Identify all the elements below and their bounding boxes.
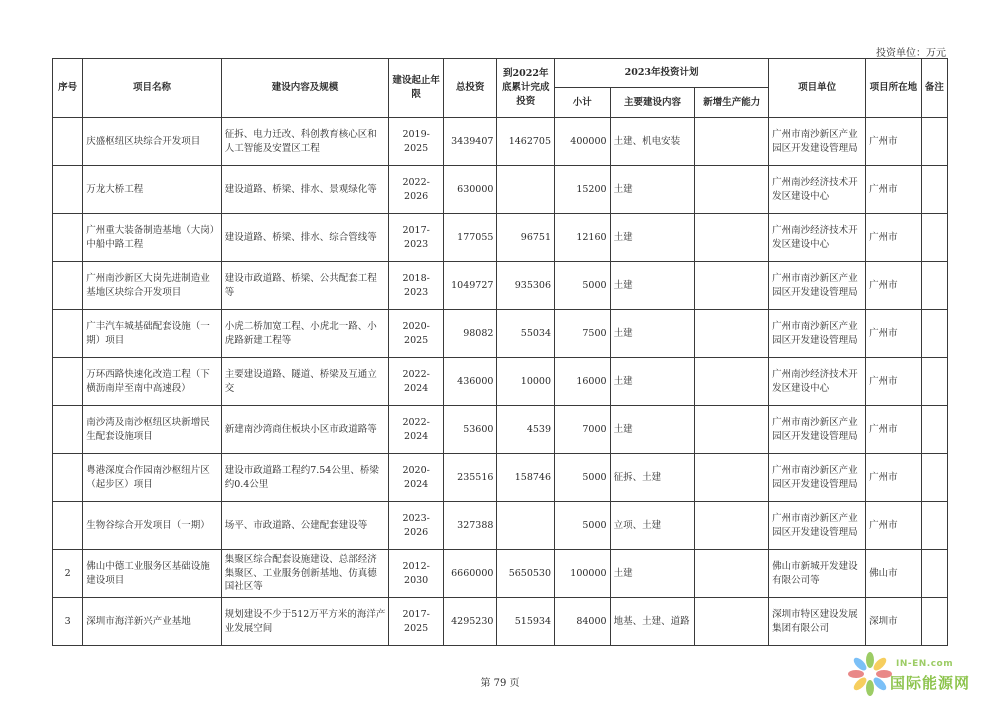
cell-seq [53, 454, 83, 502]
cell-subtotal: 5000 [555, 502, 611, 550]
cell-total: 436000 [443, 358, 497, 406]
cell-period: 2019-2025 [389, 118, 444, 166]
cell-remarks [921, 502, 947, 550]
watermark-logo [846, 650, 996, 702]
cell-remarks [921, 310, 947, 358]
cell-seq [53, 166, 83, 214]
cell-period: 2022-2026 [389, 166, 444, 214]
cell-period: 2022-2024 [389, 358, 444, 406]
cell-content: 征拆、电力迁改、科创教育核心区和人工智能及安置区工程 [221, 118, 389, 166]
cell-name: 万龙大桥工程 [83, 166, 221, 214]
header-subtotal: 小计 [555, 88, 611, 118]
cell-seq: 2 [53, 550, 83, 598]
cell-main-content: 土建 [610, 166, 695, 214]
table-row [53, 598, 948, 646]
cell-new-capacity [695, 166, 769, 214]
header-new-capacity: 新增生产能力 [695, 88, 769, 118]
cell-name: 广州重大装备制造基地（大岗）中船中路工程 [83, 214, 221, 262]
cell-period: 2020-2025 [389, 310, 444, 358]
cell-total: 6660000 [443, 550, 497, 598]
cell-subtotal: 12160 [555, 214, 611, 262]
cell-subtotal: 84000 [555, 598, 611, 646]
cell-new-capacity [695, 310, 769, 358]
cell-unit: 广州市南沙新区产业园区开发建设管理局 [769, 310, 866, 358]
cell-name: 粤港深度合作园南沙枢纽片区（起步区）项目 [83, 454, 221, 502]
cell-cumulative: 5650530 [497, 550, 555, 598]
header-name: 项目名称 [83, 59, 221, 118]
watermark-name: 国际能源网 [890, 674, 971, 692]
cell-main-content: 地基、土建、道路 [610, 598, 695, 646]
cell-unit: 广州南沙经济技术开发区建设中心 [769, 358, 866, 406]
cell-unit: 广州市南沙新区产业园区开发建设管理局 [769, 406, 866, 454]
cell-remarks [921, 550, 947, 598]
header-location: 项目所在地 [866, 59, 922, 118]
cell-subtotal: 5000 [555, 262, 611, 310]
cell-total: 327388 [443, 502, 497, 550]
table-row [53, 502, 948, 550]
cell-total: 630000 [443, 166, 497, 214]
unit-note: 投资单位：万元 [876, 48, 946, 59]
cell-unit: 广州市南沙新区产业园区开发建设管理局 [769, 502, 866, 550]
cell-subtotal: 5000 [555, 454, 611, 502]
cell-content: 新建南沙湾商住板块小区市政道路等 [221, 406, 389, 454]
sun-flower-icon [846, 650, 894, 698]
cell-location: 深圳市 [866, 598, 922, 646]
header-main-content: 主要建设内容 [610, 88, 695, 118]
cell-content: 场平、市政道路、公建配套建设等 [221, 502, 389, 550]
cell-period: 2017-2023 [389, 214, 444, 262]
cell-content: 主要建设道路、隧道、桥梁及互通立交 [221, 358, 389, 406]
cell-main-content: 征拆、土建 [610, 454, 695, 502]
cell-content: 集聚区综合配套设施建设、总部经济集聚区、工业服务创新基地、仿真德国社区等 [221, 550, 389, 598]
cell-cumulative: 10000 [497, 358, 555, 406]
cell-cumulative [497, 502, 555, 550]
page-number: 第 79 页 [480, 678, 520, 689]
header-plan2023: 2023年投资计划 [555, 59, 769, 88]
cell-subtotal: 7500 [555, 310, 611, 358]
cell-total: 3439407 [443, 118, 497, 166]
cell-new-capacity [695, 502, 769, 550]
cell-main-content: 土建 [610, 406, 695, 454]
cell-unit: 佛山市新城开发建设有限公司等 [769, 550, 866, 598]
cell-cumulative: 4539 [497, 406, 555, 454]
table-row [53, 406, 948, 454]
cell-unit: 广州南沙经济技术开发区建设中心 [769, 214, 866, 262]
investment-table [52, 58, 948, 646]
header-total: 总投资 [443, 59, 497, 118]
cell-main-content: 土建 [610, 310, 695, 358]
cell-seq [53, 406, 83, 454]
cell-name: 万环西路快速化改造工程（下横沥南岸至南中高速段） [83, 358, 221, 406]
cell-main-content: 土建、机电安装 [610, 118, 695, 166]
cell-location: 广州市 [866, 262, 922, 310]
table-row [53, 262, 948, 310]
cell-subtotal: 100000 [555, 550, 611, 598]
cell-total: 1049727 [443, 262, 497, 310]
cell-main-content: 土建 [610, 358, 695, 406]
cell-new-capacity [695, 550, 769, 598]
cell-seq [53, 262, 83, 310]
cell-subtotal: 400000 [555, 118, 611, 166]
cell-subtotal: 15200 [555, 166, 611, 214]
cell-unit: 广州南沙经济技术开发区建设中心 [769, 166, 866, 214]
table-header [53, 59, 948, 118]
cell-seq [53, 310, 83, 358]
cell-location: 广州市 [866, 310, 922, 358]
cell-name: 庆盛枢纽区块综合开发项目 [83, 118, 221, 166]
cell-new-capacity [695, 598, 769, 646]
cell-new-capacity [695, 262, 769, 310]
cell-unit: 广州市南沙新区产业园区开发建设管理局 [769, 262, 866, 310]
table-row [53, 214, 948, 262]
cell-new-capacity [695, 454, 769, 502]
cell-location: 广州市 [866, 214, 922, 262]
table-row [53, 166, 948, 214]
cell-new-capacity [695, 406, 769, 454]
cell-content: 建设道路、桥梁、排水、景观绿化等 [221, 166, 389, 214]
cell-new-capacity [695, 358, 769, 406]
cell-cumulative: 96751 [497, 214, 555, 262]
cell-unit: 广州市南沙新区产业园区开发建设管理局 [769, 454, 866, 502]
cell-remarks [921, 598, 947, 646]
cell-remarks [921, 406, 947, 454]
cell-subtotal: 7000 [555, 406, 611, 454]
cell-name: 广州南沙新区大岗先进制造业基地区块综合开发项目 [83, 262, 221, 310]
cell-new-capacity [695, 118, 769, 166]
cell-period: 2020-2024 [389, 454, 444, 502]
cell-new-capacity [695, 214, 769, 262]
table-body [53, 118, 948, 646]
cell-seq: 3 [53, 598, 83, 646]
cell-content: 规划建设不少于512万平方米的海洋产业发展空间 [221, 598, 389, 646]
header-content: 建设内容及规模 [221, 59, 389, 118]
table-row [53, 550, 948, 598]
cell-location: 广州市 [866, 454, 922, 502]
cell-name: 深圳市海洋新兴产业基地 [83, 598, 221, 646]
cell-cumulative [497, 166, 555, 214]
header-seq: 序号 [53, 59, 83, 118]
cell-content: 建设道路、桥梁、排水、综合管线等 [221, 214, 389, 262]
cell-subtotal: 16000 [555, 358, 611, 406]
cell-cumulative: 55034 [497, 310, 555, 358]
header-unit: 项目单位 [769, 59, 866, 118]
cell-location: 广州市 [866, 358, 922, 406]
cell-main-content: 土建 [610, 550, 695, 598]
cell-seq [53, 358, 83, 406]
header-period: 建设起止年限 [389, 59, 444, 118]
cell-main-content: 土建 [610, 214, 695, 262]
cell-unit: 深圳市特区建设发展集团有限公司 [769, 598, 866, 646]
table-row [53, 358, 948, 406]
cell-name: 佛山中德工业服务区基础设施建设项目 [83, 550, 221, 598]
cell-cumulative: 1462705 [497, 118, 555, 166]
cell-seq [53, 502, 83, 550]
cell-period: 2018-2023 [389, 262, 444, 310]
cell-total: 53600 [443, 406, 497, 454]
header-cumulative: 到2022年底累计完成投资 [497, 59, 555, 118]
cell-location: 广州市 [866, 166, 922, 214]
table-row [53, 454, 948, 502]
cell-period: 2012-2030 [389, 550, 444, 598]
cell-content: 建设市政道路、桥梁、公共配套工程等 [221, 262, 389, 310]
cell-location: 广州市 [866, 406, 922, 454]
cell-remarks [921, 358, 947, 406]
cell-remarks [921, 214, 947, 262]
cell-seq [53, 118, 83, 166]
cell-name: 广丰汽车城基础配套设施（一期）项目 [83, 310, 221, 358]
header-remarks: 备注 [921, 59, 947, 118]
cell-total: 4295230 [443, 598, 497, 646]
cell-remarks [921, 166, 947, 214]
cell-unit: 广州市南沙新区产业园区开发建设管理局 [769, 118, 866, 166]
cell-remarks [921, 454, 947, 502]
cell-remarks [921, 262, 947, 310]
cell-cumulative: 935306 [497, 262, 555, 310]
cell-cumulative: 515934 [497, 598, 555, 646]
cell-content: 小虎二桥加宽工程、小虎北一路、小虎路新建工程等 [221, 310, 389, 358]
cell-period: 2023-2026 [389, 502, 444, 550]
cell-period: 2017-2025 [389, 598, 444, 646]
cell-location: 佛山市 [866, 550, 922, 598]
cell-main-content: 土建 [610, 262, 695, 310]
cell-name: 南沙湾及南沙枢纽区块新增民生配套设施项目 [83, 406, 221, 454]
cell-content: 建设市政道路工程约7.54公里、桥梁约0.4公里 [221, 454, 389, 502]
cell-cumulative: 158746 [497, 454, 555, 502]
table-row [53, 310, 948, 358]
cell-remarks [921, 118, 947, 166]
cell-total: 177055 [443, 214, 497, 262]
cell-main-content: 立项、土建 [610, 502, 695, 550]
cell-total: 98082 [443, 310, 497, 358]
cell-period: 2022-2024 [389, 406, 444, 454]
table-row [53, 118, 948, 166]
cell-total: 235516 [443, 454, 497, 502]
cell-location: 广州市 [866, 502, 922, 550]
cell-name: 生物谷综合开发项目（一期） [83, 502, 221, 550]
cell-location: 广州市 [866, 118, 922, 166]
watermark-brand: IN-EN.com [896, 659, 954, 669]
cell-seq [53, 214, 83, 262]
